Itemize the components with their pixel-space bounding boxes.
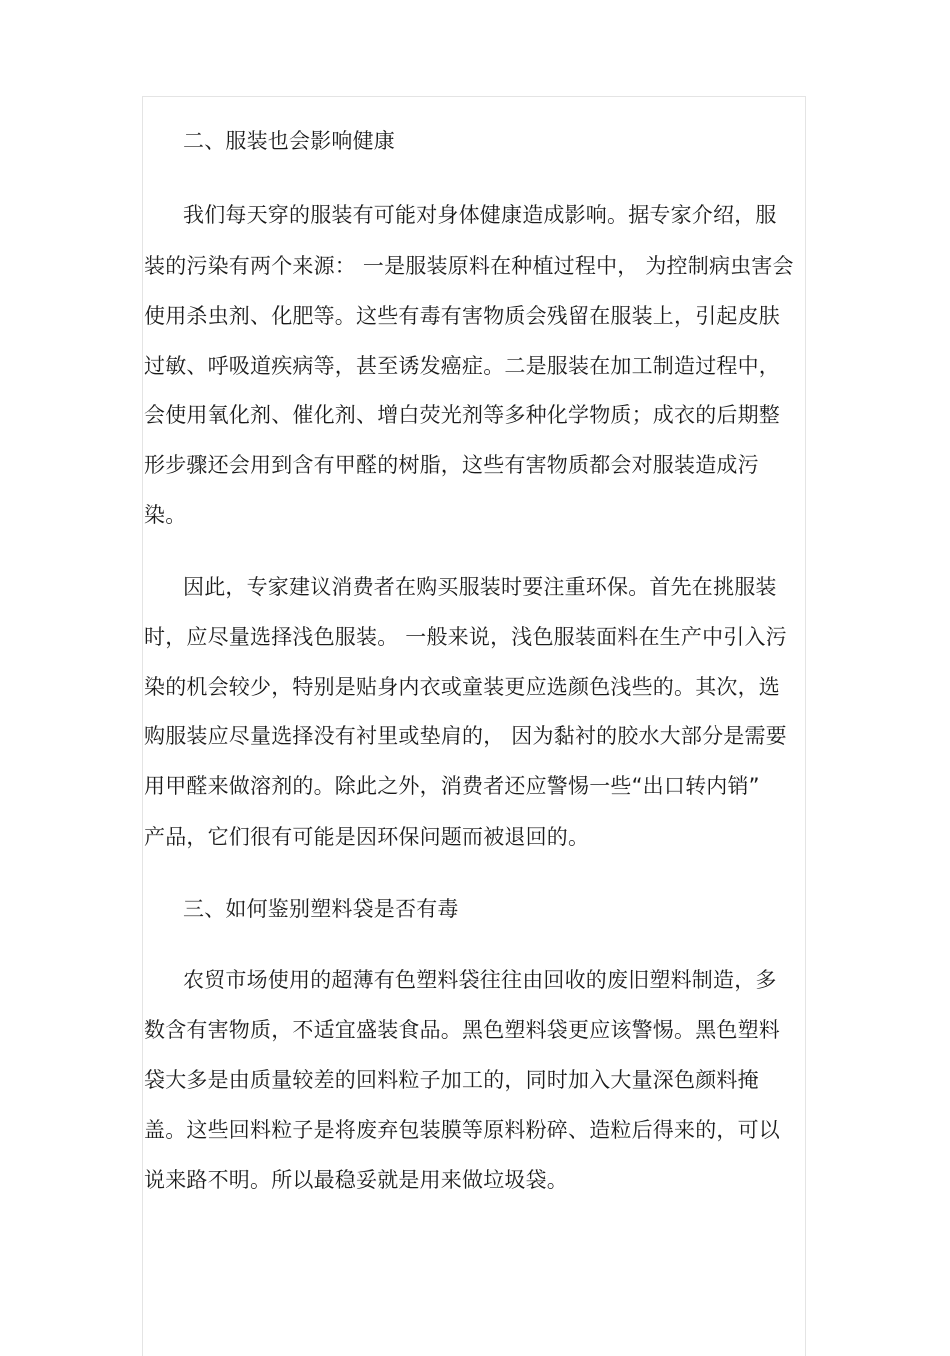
paragraph-line: 我们每天穿的服装有可能对身体健康造成影响。据专家介绍，服 [183,203,777,227]
paragraph-line: 数含有害物质，不适宜盛装食品。黑色塑料袋更应该警惕。黑色塑料 [144,1018,780,1042]
paragraph-line: 购服装应尽量选择没有衬里或垫肩的， 因为黏衬的胶水大部分是需要 [144,724,787,748]
paragraph-line: 说来路不明。所以最稳妥就是用来做垃圾袋。 [144,1168,568,1192]
paragraph-line: 形步骤还会用到含有甲醛的树脂，这些有害物质都会对服装造成污 [144,453,759,477]
paragraph-line: 染。 [144,503,187,527]
paragraph-line: 用甲醛来做溶剂的。除此之外，消费者还应警惕一些“出口转内销” [144,774,760,798]
paragraph-line: 染的机会较少，特别是贴身内衣或童装更应选颜色浅些的。其次，选 [144,675,780,699]
paragraph-line: 装的污染有两个来源： 一是服装原料在种植过程中， 为控制病虫害会 [144,254,794,278]
section-heading: 三、如何鉴别塑料袋是否有毒 [183,897,459,921]
paragraph-line: 盖。这些回料粒子是将废弃包装膜等原料粉碎、造粒后得来的，可以 [144,1118,780,1142]
paragraph-line: 因此，专家建议消费者在购买服装时要注重环保。首先在挑服装 [183,575,777,599]
paragraph-line: 农贸市场使用的超薄有色塑料袋往往由回收的废旧塑料制造，多 [183,968,777,992]
section-heading: 二、服装也会影响健康 [183,129,395,153]
paragraph-line: 过敏、呼吸道疾病等，甚至诱发癌症。二是服装在加工制造过程中， [144,354,780,378]
paragraph-line: 会使用氧化剂、催化剂、增白荧光剂等多种化学物质；成衣的后期整 [144,403,780,427]
paragraph-line: 袋大多是由质量较差的回料粒子加工的，同时加入大量深色颜料掩 [144,1068,759,1092]
paragraph-line: 产品，它们很有可能是因环保问题而被退回的。 [144,825,590,849]
paragraph-line: 时，应尽量选择浅色服装。 一般来说，浅色服装面料在生产中引入污 [144,625,787,649]
paragraph-line: 使用杀虫剂、化肥等。这些有毒有害物质会残留在服装上，引起皮肤 [144,304,780,328]
